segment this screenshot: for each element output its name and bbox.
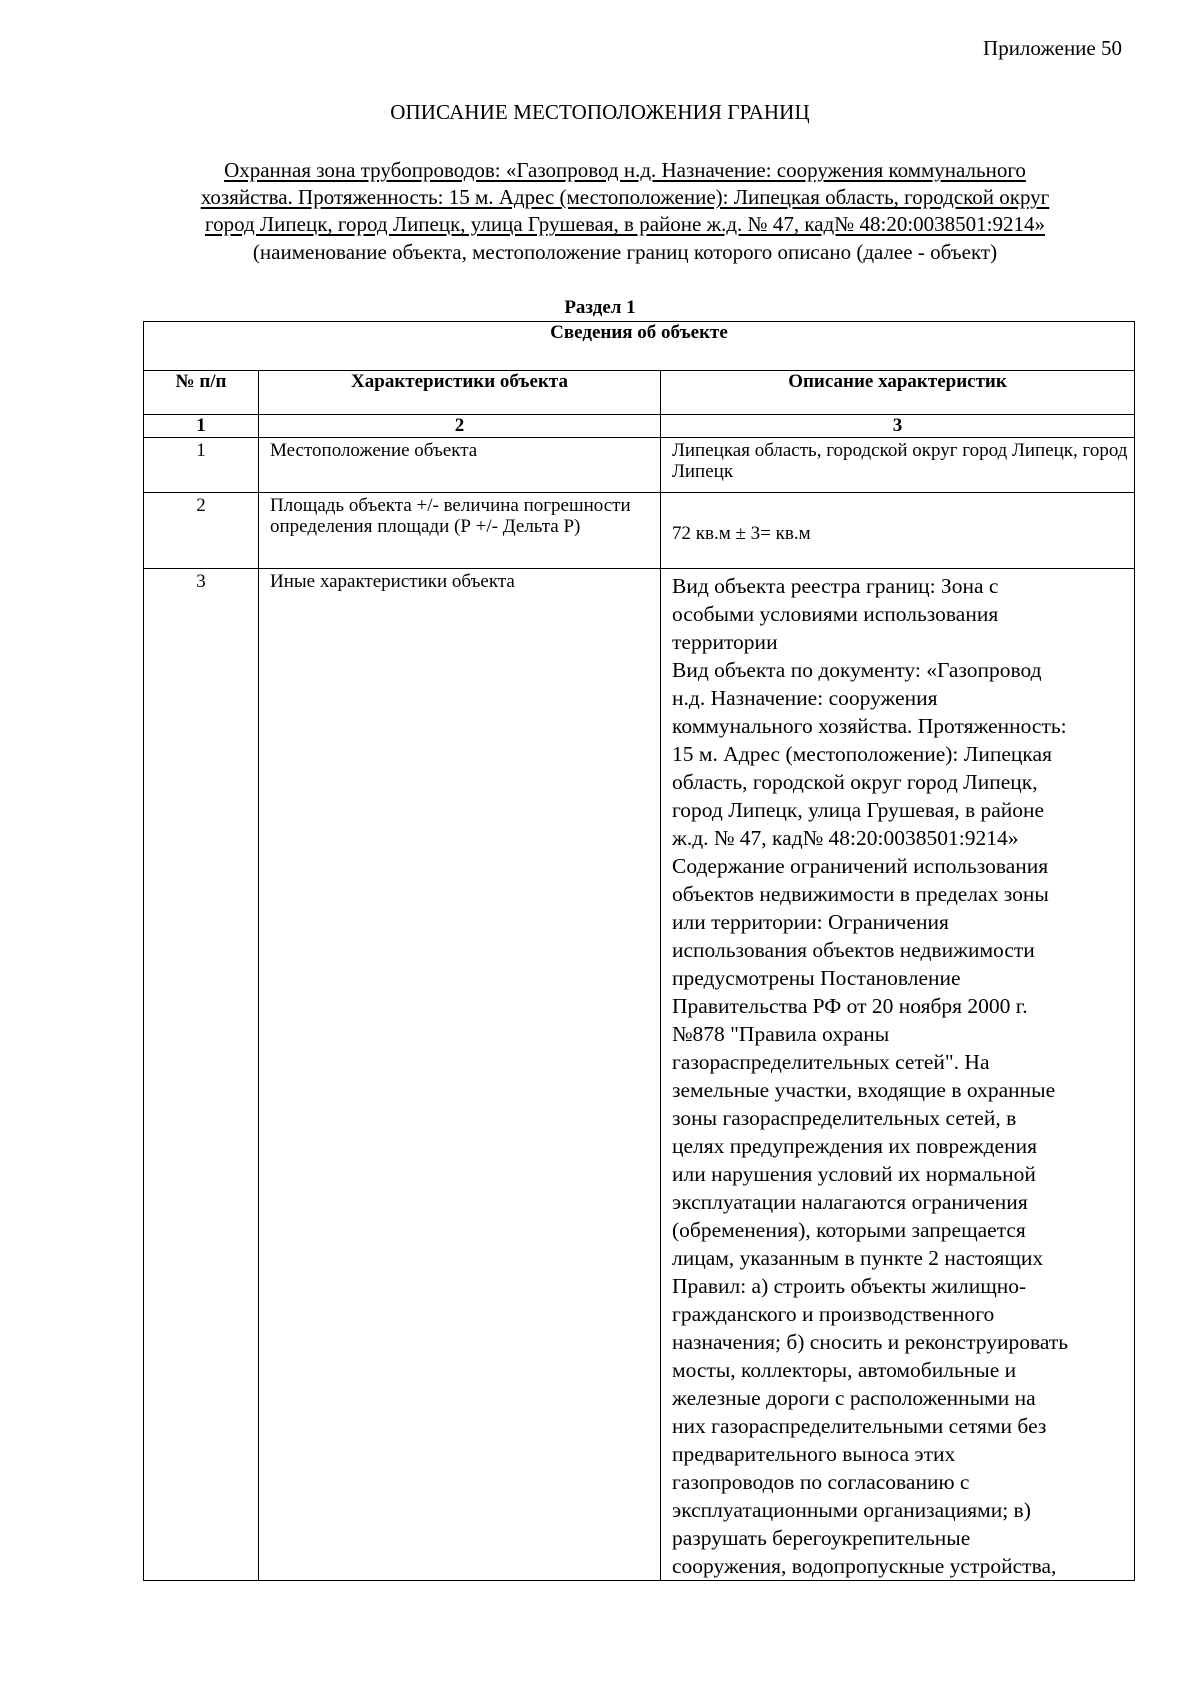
table-caption-row — [144, 322, 1135, 371]
description-line: область, городской округ город Липецк, — [672, 770, 1038, 794]
column-number: 2 — [259, 415, 661, 438]
section-title: Раздел 1 — [564, 297, 636, 318]
row-description: Липецкая область, городской округ город Липецк, город Липецк — [661, 438, 1135, 493]
description-line: разрушать берегоукрепительные — [672, 1526, 971, 1550]
description-line: (обременения), которыми запрещается — [672, 1218, 1026, 1242]
description-line: объектов недвижимости в пределах зоны — [672, 882, 1049, 906]
row-number: 1 — [144, 438, 259, 493]
object-name-line: Охранная зона трубопроводов: «Газопровод н.д. Назначение: сооружения коммунального — [224, 158, 1026, 182]
description-line: 15 м. Адрес (местоположение): Липецкая — [672, 742, 1052, 766]
table-row — [144, 493, 1135, 569]
object-info-table — [143, 321, 1135, 1581]
row-description: 72 кв.м ± 3= кв.м — [661, 493, 1135, 569]
row-characteristic: Площадь объекта +/- величина погрешности определения площади (Р +/- Дельта Р) — [259, 493, 661, 569]
description-line: железные дороги с расположенными на — [672, 1386, 1036, 1410]
description-line: Правил: а) строить объекты жилищно- — [672, 1274, 1027, 1298]
description-line: Правительства РФ от 20 ноября 2000 г. — [672, 994, 1028, 1018]
description-line: эксплуатационными организациями; в) — [672, 1498, 1031, 1522]
description-line: земельные участки, входящие в охранные — [672, 1078, 1056, 1102]
column-header-characteristic: Характеристики объекта — [259, 371, 661, 415]
description-line: город Липецк, улица Грушевая, в районе — [672, 798, 1045, 822]
description-line: территории — [672, 630, 778, 654]
table-row — [144, 438, 1135, 493]
description-line: особыми условиями использования — [672, 602, 999, 626]
description-line: ж.д. № 47, кад№ 48:20:0038501:9214» — [672, 826, 1019, 850]
description-line: предварительного выноса этих — [672, 1442, 956, 1466]
description-line: мосты, коллекторы, автомобильные и — [672, 1358, 1017, 1382]
description-line: газопроводов по согласованию с — [672, 1470, 970, 1494]
description-line: эксплуатации налагаются ограничения — [672, 1190, 1028, 1214]
description-line: зоны газораспределительных сетей, в — [672, 1106, 1017, 1130]
row-number: 2 — [144, 493, 259, 569]
object-name-line: город Липецк, город Липецк, улица Грушевая, в районе ж.д. № 47, кад№ 48:20:0038501:9214» — [205, 212, 1045, 236]
row-characteristic: Иные характеристики объекта — [259, 569, 661, 1581]
column-number: 1 — [144, 415, 259, 438]
description-line: или территории: Ограничения — [672, 910, 949, 934]
column-number-row — [144, 415, 1135, 438]
description-line: н.д. Назначение: сооружения — [672, 686, 938, 710]
description-line: Вид объекта по документу: «Газопровод — [672, 658, 1042, 682]
description-line: гражданского и производственного — [672, 1302, 995, 1326]
description-line: использования объектов недвижимости — [672, 938, 1035, 962]
object-name-line: хозяйства. Протяженность: 15 м. Адрес (местоположение): Липецкая область, городской округ — [200, 185, 1050, 209]
column-number: 3 — [661, 415, 1135, 438]
object-name-caption: (наименование объекта, местоположение границ которого описано (далее - объект) — [252, 240, 998, 264]
table-caption: Сведения об объекте — [144, 322, 1135, 371]
column-header-description: Описание характеристик — [661, 371, 1135, 415]
table-row — [144, 569, 1135, 1581]
appendix-number: Приложение 50 — [983, 36, 1122, 60]
description-line: или нарушения условий их нормальной — [672, 1162, 1036, 1186]
description-line: Вид объекта реестра границ: Зона с — [672, 574, 999, 598]
description-line: них газораспределительными сетями без — [672, 1414, 1047, 1438]
document-title: ОПИСАНИЕ МЕСТОПОЛОЖЕНИЯ ГРАНИЦ — [390, 100, 810, 124]
description-line: целях предупреждения их повреждения — [672, 1134, 1037, 1158]
table-header-row — [144, 371, 1135, 415]
row-number: 3 — [144, 569, 259, 1581]
column-header-number: № п/п — [144, 371, 259, 415]
description-line: назначения; б) сносить и реконструировать — [672, 1330, 1069, 1354]
description-line: №878 "Правила охраны — [672, 1022, 890, 1046]
description-line: предусмотрены Постановление — [672, 966, 961, 990]
row-characteristic: Местоположение объекта — [259, 438, 661, 493]
object-name — [130, 157, 1120, 238]
row-description-long — [661, 569, 1135, 1581]
description-line: газораспределительных сетей". На — [672, 1050, 990, 1074]
description-line: лицам, указанным в пункте 2 настоящих — [672, 1246, 1044, 1270]
description-line: сооружения, водопропускные устройства, — [672, 1554, 1057, 1578]
description-line: коммунального хозяйства. Протяженность: — [672, 714, 1067, 738]
description-line: Содержание ограничений использования — [672, 854, 1049, 878]
